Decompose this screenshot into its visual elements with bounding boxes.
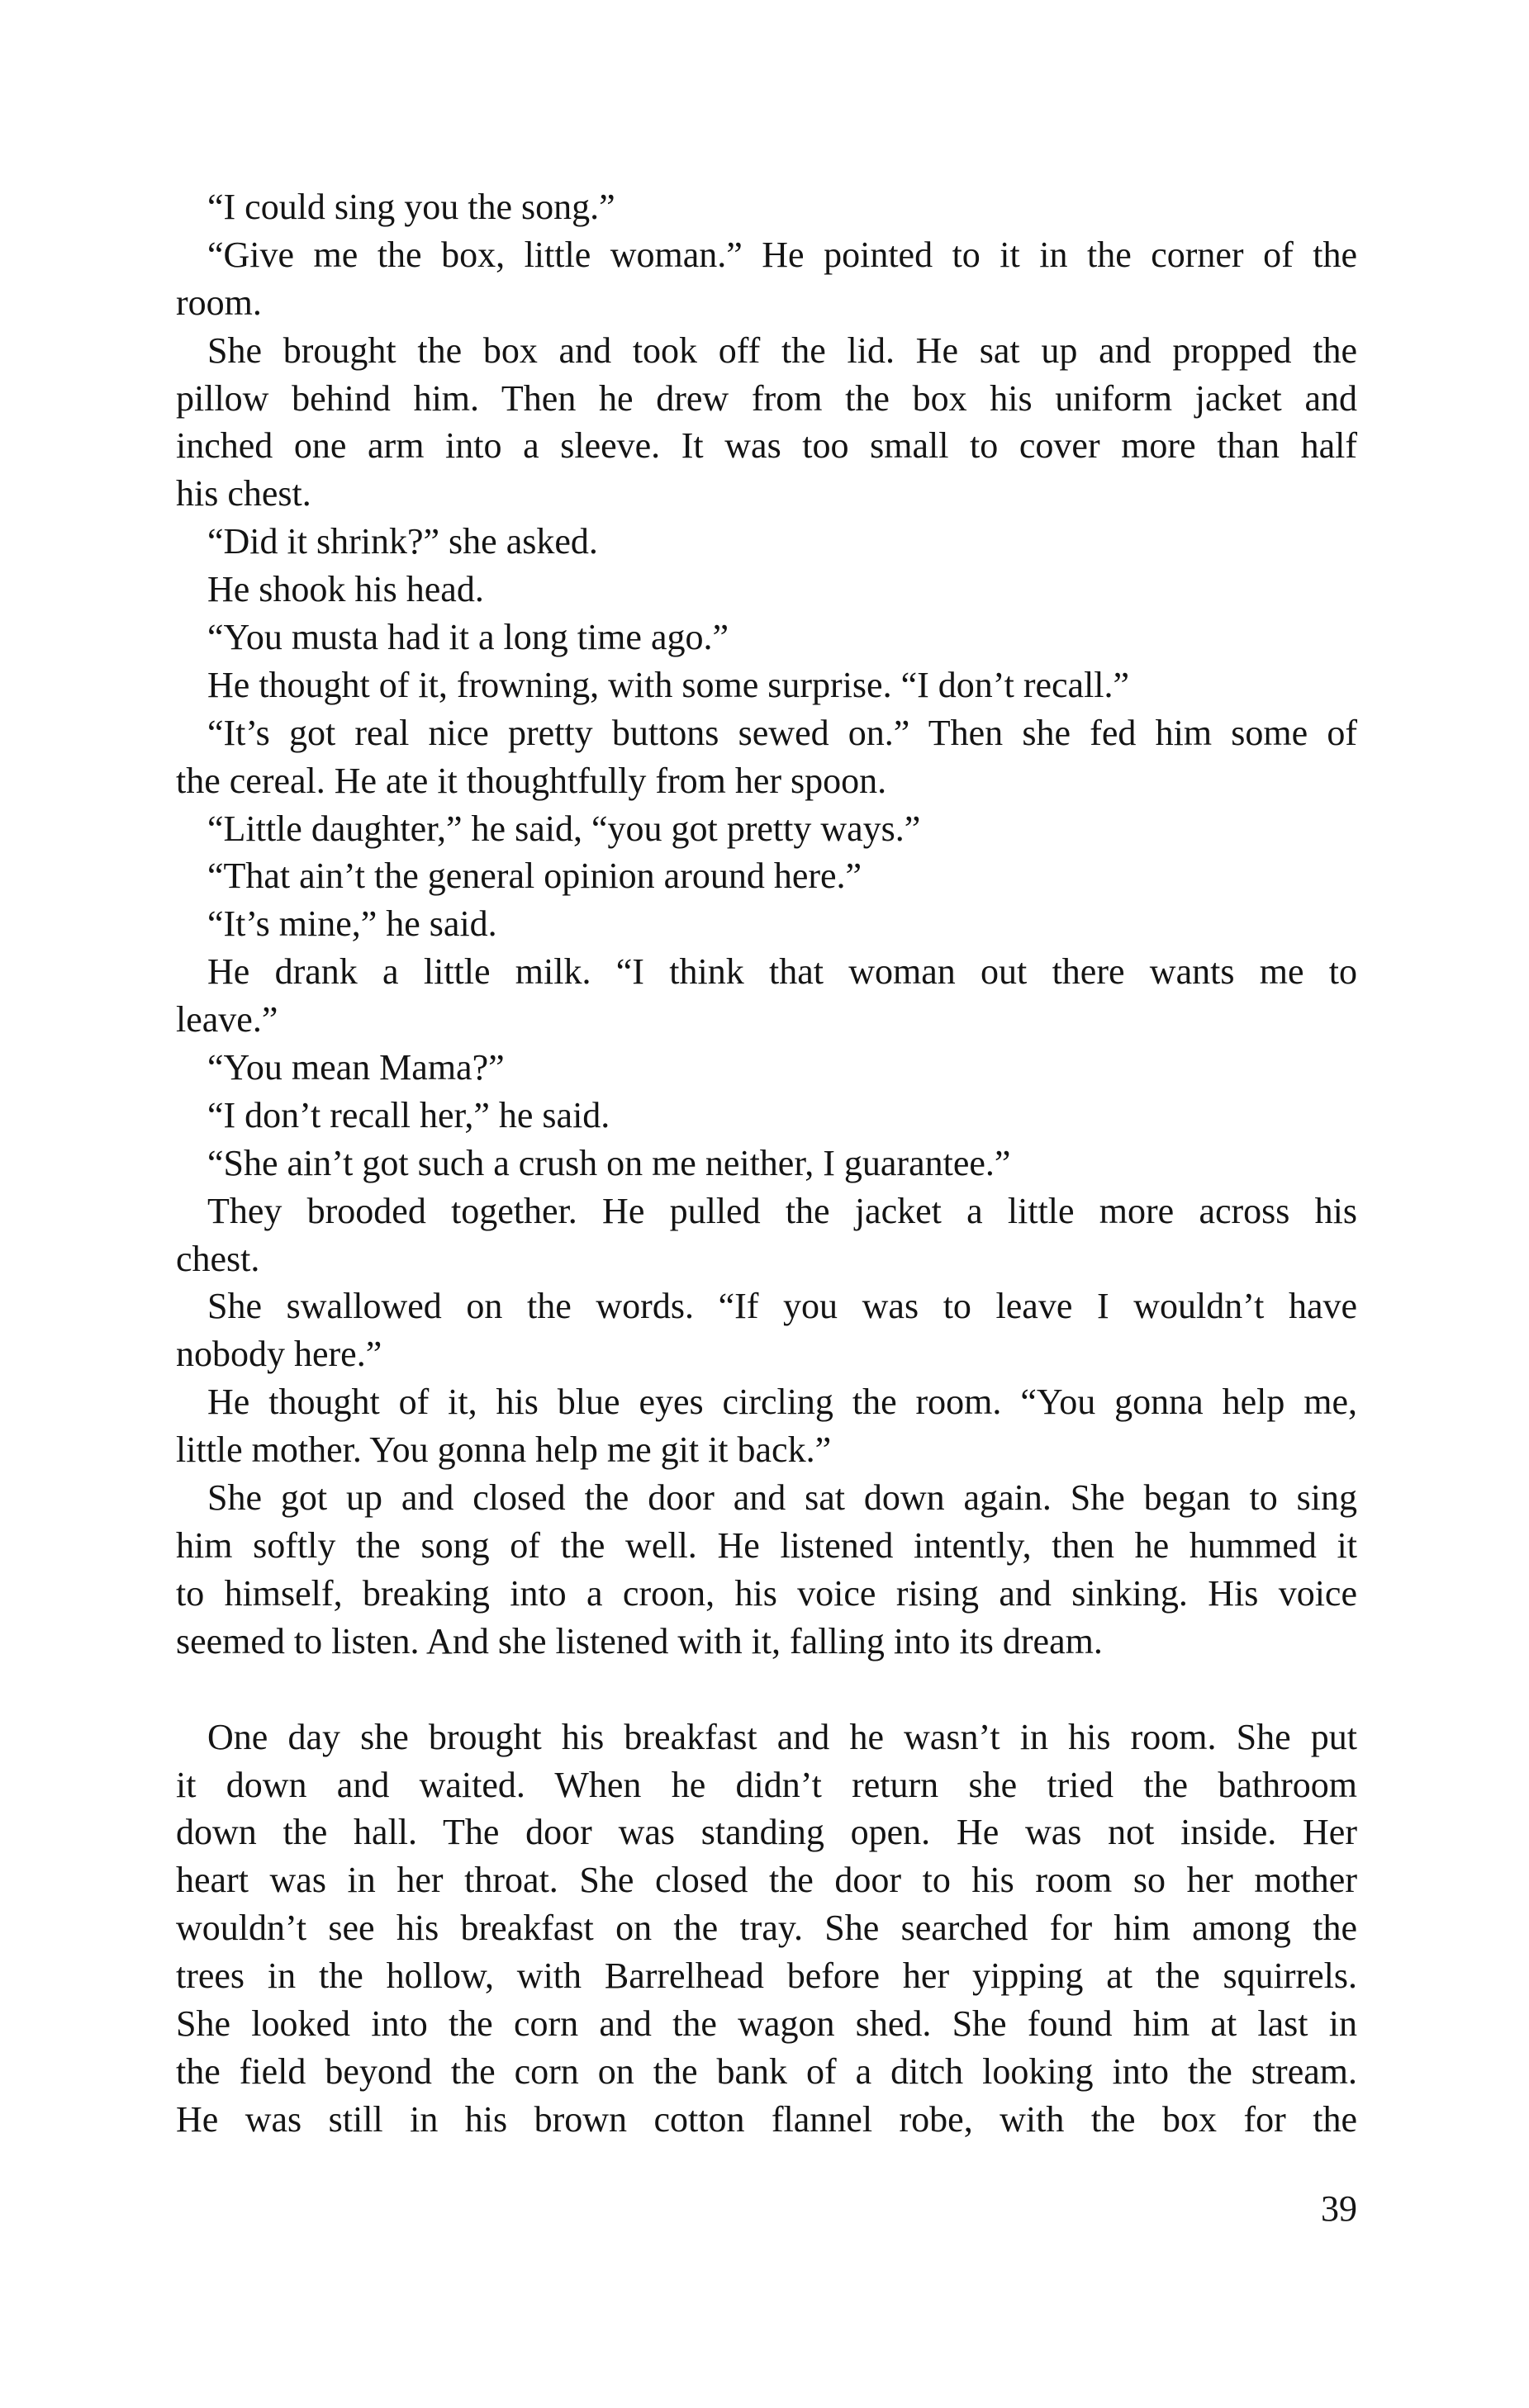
text-line: “Give me the box, little woman.” He pointed to it in the corner of the xyxy=(207,234,1357,275)
section-break xyxy=(176,1666,1357,1714)
text-line: “That ain’t the general opinion around here.” xyxy=(207,856,862,897)
text-line: “I could sing you the song.” xyxy=(207,187,615,227)
text-line: He shook his head. xyxy=(207,569,484,610)
text-line: “It’s mine,” he said. xyxy=(207,903,497,945)
text-line: He thought of it, his blue eyes circling the room. “You gonna help me, xyxy=(207,1382,1357,1423)
text-line: the cereal. He ate it thoughtfully from her spoon. xyxy=(176,760,887,801)
text-line: him softly the song of the well. He listened intently, then he hummed it xyxy=(176,1524,1357,1566)
page-number: 39 xyxy=(1321,2188,1357,2229)
text-line: “I don’t recall her,” he said. xyxy=(207,1094,610,1135)
text-line: trees in the hollow, with Barrelhead before her yipping at the squirrels. xyxy=(176,1955,1357,1997)
text-line: She looked into the corn and the wagon shed. She found him at last in xyxy=(176,2003,1357,2044)
text-line: his chest. xyxy=(176,473,311,514)
text-line: “You mean Mama?” xyxy=(207,1047,505,1088)
text-line: seemed to listen. And she listened with it, falling into its dream. xyxy=(176,1620,1103,1661)
text-line: “She ain’t got such a crush on me neither, I guarantee.” xyxy=(207,1142,1011,1183)
text-line: heart was in her throat. She closed the door to his room so her mother xyxy=(176,1860,1357,1901)
text-line: inched one arm into a sleeve. It was too small to cover more than half xyxy=(176,425,1357,467)
text-line: She brought the box and took off the lid. He sat up and propped the xyxy=(207,329,1357,371)
text-line: He thought of it, frowning, with some surprise. “I don’t recall.” xyxy=(207,664,1130,705)
text-line: “It’s got real nice pretty buttons sewed on.” Then she fed him some of xyxy=(207,712,1357,753)
text-line: “You musta had it a long time ago.” xyxy=(207,617,729,658)
text-line: “Little daughter,” he said, “you got pretty ways.” xyxy=(207,808,921,849)
text-line: chest. xyxy=(176,1238,260,1279)
text-line: One day she brought his breakfast and he wasn’t in his room. She put xyxy=(207,1716,1357,1757)
text-line: wouldn’t see his breakfast on the tray. She searched for him among the xyxy=(176,1908,1357,1949)
text-line: the field beyond the corn on the bank of a ditch looking into the stream. xyxy=(176,2050,1357,2092)
text-line: it down and waited. When he didn’t return she tried the bathroom xyxy=(176,1764,1357,1805)
text-line: down the hall. The door was standing open. He was not inside. Her xyxy=(176,1812,1357,1853)
text-line: She got up and closed the door and sat down again. She began to sing xyxy=(207,1477,1357,1519)
text-line: pillow behind him. Then he drew from the box his uniform jacket and xyxy=(176,377,1357,419)
text-line: leave.” xyxy=(176,999,278,1040)
text-line: little mother. You gonna help me git it back.” xyxy=(176,1429,832,1471)
body-text xyxy=(176,183,1357,2144)
text-line: “Did it shrink?” she asked. xyxy=(207,521,598,562)
text-line: She swallowed on the words. “If you was to leave I wouldn’t have xyxy=(207,1286,1357,1327)
text-line: room. xyxy=(176,282,262,323)
text-line: nobody here.” xyxy=(176,1334,382,1375)
text-line: to himself, breaking into a croon, his voice rising and sinking. His voice xyxy=(176,1572,1357,1614)
text-line: He drank a little milk. “I think that woman out there wants me to xyxy=(207,951,1357,993)
text-line: He was still in his brown cotton flannel robe, with the box for the xyxy=(176,2098,1357,2140)
text-line: They brooded together. He pulled the jacket a little more across his xyxy=(207,1190,1357,1231)
